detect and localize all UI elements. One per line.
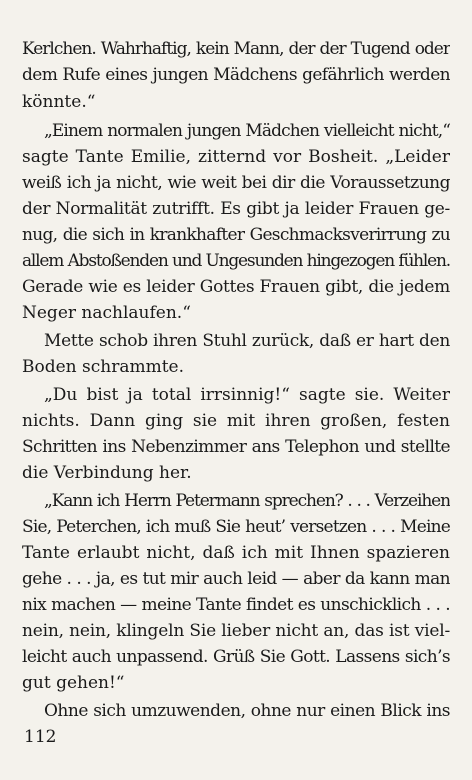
text-line: nichts. Dann ging sie mit ihren großen, festen — [22, 411, 450, 431]
text-line: der Normalität zutrifft. Es gibt ja leider Frauen ge- — [22, 199, 450, 219]
text-line: Sie, Peterchen, ich muß Sie heut’ versetzen . . . Meine — [22, 517, 450, 537]
page-number: 112 — [24, 727, 57, 747]
text-line: Mette schob ihren Stuhl zurück, daß er hart den — [44, 331, 450, 351]
text-line: Ohne sich umzuwenden, ohne nur einen Blick ins — [44, 701, 450, 721]
text-line: leicht auch unpassend. Grüß Sie Gott. Lassens sich’s — [22, 647, 450, 667]
text-line: Gerade wie es leider Gottes Frauen gibt, die jedem — [22, 277, 450, 297]
text-line: nix machen — meine Tante findet es unschicklich . . . — [22, 595, 450, 615]
text-line: „Du bist ja total irrsinnig!“ sagte sie. Weiter — [44, 385, 450, 405]
text-line: Schritten ins Nebenzimmer ans Telephon und stellte — [22, 437, 450, 457]
text-line: nein, nein, klingeln Sie lieber nicht an, das ist viel- — [22, 621, 450, 641]
text-line: Boden schrammte. — [22, 357, 185, 377]
text-line: „Kann ich Herrn Petermann sprechen? . . . Verzeihen — [44, 491, 450, 511]
text-line: Kerlchen. Wahrhaftig, kein Mann, der der Tugend oder — [22, 39, 450, 59]
text-line: Tante erlaubt nicht, daß ich mit Ihnen spazieren — [22, 543, 450, 563]
text-line: könnte.“ — [22, 92, 96, 112]
text-line: die Verbindung her. — [22, 463, 192, 483]
text-line: gut gehen!“ — [22, 673, 125, 693]
text-line: dem Rufe eines jungen Mädchens gefährlich werden — [22, 65, 450, 85]
text-line: weiß ich ja nicht, wie weit bei dir die Voraussetzung — [22, 173, 450, 193]
text-line: sagte Tante Emilie, zitternd vor Bosheit. „Leider — [22, 147, 450, 167]
text-line: „Einem normalen jungen Mädchen vielleicht nicht,“ — [44, 121, 450, 141]
text-line: allem Abstoßenden und Ungesunden hingezogen fühlen. — [22, 251, 450, 271]
text-line: Neger nachlaufen.“ — [22, 303, 191, 323]
text-line: gehe . . . ja, es tut mir auch leid — aber da kann man — [22, 569, 450, 589]
text-line: nug, die sich in krankhafter Geschmacksverirrung zu — [22, 225, 450, 245]
